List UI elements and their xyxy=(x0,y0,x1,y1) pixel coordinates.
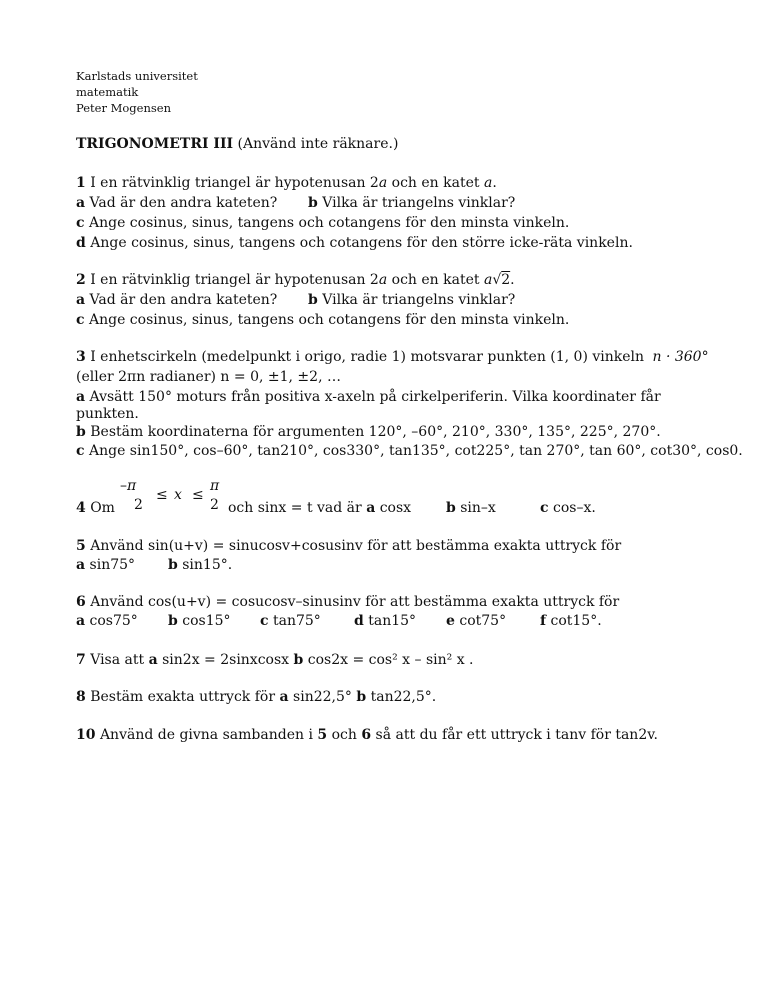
part-text: Ange cosinus, sinus, tangens och cotangens för den minsta vinkeln. xyxy=(88,312,570,328)
problem-number: 3 xyxy=(76,349,86,365)
problem-3-c xyxy=(76,443,743,459)
part-text: Vilka är triangelns vinklar? xyxy=(322,292,516,308)
part-text: tan75° xyxy=(272,613,321,629)
part-text: Ange cosinus, sinus, tangens och cotangens för den större icke-räta vinkeln. xyxy=(90,235,633,251)
part-text: cos2x = cos² x – sin² x . xyxy=(307,652,474,668)
part-text: tan15° xyxy=(368,613,417,629)
part-label: b xyxy=(446,500,456,516)
problem-1-d xyxy=(76,235,633,251)
text: och en katet xyxy=(387,175,484,191)
part-label: c xyxy=(76,443,85,459)
part-label: a xyxy=(76,557,86,573)
minus-sign: – xyxy=(120,478,127,494)
text: och xyxy=(331,727,357,743)
part-text: sin22,5° xyxy=(293,689,352,705)
page-title xyxy=(76,136,398,152)
part-text: cos75° xyxy=(89,613,138,629)
university-name: Karlstads universitet xyxy=(76,69,198,83)
variable: x xyxy=(174,487,182,503)
part-text: Ange cosinus, sinus, tangens och cotangens för den minsta vinkeln. xyxy=(88,215,570,231)
text: . xyxy=(492,175,497,191)
part-text: sin15°. xyxy=(182,557,233,573)
text: Använd de givna sambanden i xyxy=(99,727,313,743)
text: I en rätvinklig triangel är hypotenusan 2 xyxy=(90,175,379,191)
problem-7 xyxy=(76,652,474,668)
problem-reference: 5 xyxy=(317,727,328,743)
part-text: Vad är den andra kateten? xyxy=(89,195,278,211)
document-header xyxy=(76,68,198,116)
part-label: c xyxy=(260,613,269,629)
part-text: Ange sin150°, cos–60°, tan210°, cos330°, tan135°, cot225°, tan 270°, tan 60°, cot30°, cos0. xyxy=(88,443,743,459)
part-label: b xyxy=(76,424,86,440)
part-text: cot75° xyxy=(459,613,507,629)
text: (eller 2πn radianer) n = 0, ±1, ±2, … xyxy=(76,369,341,385)
part-label: a xyxy=(148,652,158,668)
variable: a xyxy=(378,175,388,191)
part-text: sin–x xyxy=(460,500,496,516)
problem-3-a-cont xyxy=(76,406,139,422)
part-label: c xyxy=(76,215,85,231)
problem-3-b xyxy=(76,424,661,440)
part-text: Bestäm koordinaterna för argumenten 120°, –60°, 210°, 330°, 135°, 225°, 270°. xyxy=(90,424,661,440)
part-label: b xyxy=(168,613,178,629)
part-label: a xyxy=(366,500,376,516)
part-text: cos15° xyxy=(182,613,231,629)
part-text: sin75° xyxy=(89,557,136,573)
problem-number: 8 xyxy=(76,689,86,705)
problem-2-ab xyxy=(76,292,516,308)
x-variable xyxy=(174,487,182,503)
problem-2-statement xyxy=(76,272,515,288)
text: Använd sin(u+v) = sinucosv+cosusinv för att bestämma exakta uttryck för xyxy=(90,538,622,554)
problem-2-c xyxy=(76,312,569,328)
title-heading: TRIGONOMETRI III xyxy=(76,136,234,152)
text: Visa att xyxy=(90,652,145,668)
part-text: cot15°. xyxy=(550,613,602,629)
text: Bestäm exakta uttryck för xyxy=(90,689,276,705)
problem-reference: 6 xyxy=(361,727,372,743)
part-label: a xyxy=(76,613,86,629)
problem-8 xyxy=(76,689,436,705)
problem-number: 10 xyxy=(76,727,96,743)
department-name: matematik xyxy=(76,85,139,99)
problem-6-statement xyxy=(76,594,619,610)
text: Använd cos(u+v) = cosucosv–sinusinv för att bestämma exakta uttryck för xyxy=(90,594,620,610)
variable: a xyxy=(483,175,493,191)
denominator: 2 xyxy=(210,497,219,513)
text: så att du får ett uttryck i tanv för tan2v. xyxy=(375,727,658,743)
part-text: Avsätt 150° moturs från positiva x-axeln på cirkelperiferin. Vilka koordinater får xyxy=(89,389,661,405)
problem-4-b xyxy=(446,500,496,516)
formula: n · 360° xyxy=(652,349,709,365)
denominator: 2 xyxy=(134,497,143,513)
problem-number: 1 xyxy=(76,175,86,191)
part-label: b xyxy=(168,557,178,573)
problem-number: 4 xyxy=(76,500,86,516)
variable: a xyxy=(483,272,493,288)
part-text: Vilka är triangelns vinklar? xyxy=(322,195,516,211)
part-label: d xyxy=(76,235,86,251)
problem-5-parts xyxy=(76,557,233,573)
part-label: b xyxy=(308,195,318,211)
problem-number: 2 xyxy=(76,272,86,288)
text: Om xyxy=(90,500,115,516)
part-text: cos–x. xyxy=(552,500,596,516)
text: I en rätvinklig triangel är hypotenusan 2 xyxy=(90,272,379,288)
problem-5-statement xyxy=(76,538,621,554)
pi-symbol: π xyxy=(210,478,220,494)
part-label: b xyxy=(356,689,367,705)
problem-4-rest xyxy=(228,500,411,516)
text: I enhetscirkeln (medelpunkt i origo, radie 1) motsvarar punkten (1, 0) vinkeln xyxy=(90,349,645,365)
problem-number: 5 xyxy=(76,538,86,554)
part-label: d xyxy=(354,613,364,629)
part-label: c xyxy=(76,312,85,328)
problem-1-ab xyxy=(76,195,516,211)
part-text: Vad är den andra kateten? xyxy=(89,292,278,308)
leq-sign: ≤ xyxy=(192,487,204,503)
problem-4-c xyxy=(540,500,596,516)
pi-symbol: π xyxy=(127,478,137,494)
part-text: sin2x = 2sinxcosx xyxy=(162,652,290,668)
problem-3-statement xyxy=(76,349,709,365)
part-label: e xyxy=(446,613,455,629)
problem-3-a xyxy=(76,389,661,405)
title-note: (Använd inte räknare.) xyxy=(237,136,399,152)
author-name: Peter Mogensen xyxy=(76,101,171,115)
part-label: a xyxy=(279,689,289,705)
problem-6-parts xyxy=(76,613,602,629)
part-label: f xyxy=(540,613,547,629)
part-text: punkten. xyxy=(76,406,139,422)
problem-3-line2 xyxy=(76,369,341,385)
part-text: cosx xyxy=(379,500,412,516)
sqrt-value: 2 xyxy=(501,272,511,288)
problem-1-statement xyxy=(76,175,497,191)
variable: a xyxy=(378,272,388,288)
text: och en katet xyxy=(387,272,484,288)
part-label: b xyxy=(308,292,318,308)
leq-sign: ≤ xyxy=(156,487,168,503)
problem-10 xyxy=(76,727,658,743)
part-label: a xyxy=(76,292,86,308)
problem-number: 7 xyxy=(76,652,86,668)
fraction-pi-over-2 xyxy=(210,478,219,494)
part-label: b xyxy=(293,652,304,668)
part-label: a xyxy=(76,389,86,405)
part-label: c xyxy=(540,500,549,516)
text: . xyxy=(510,272,515,288)
part-text: tan22,5°. xyxy=(370,689,437,705)
part-label: a xyxy=(76,195,86,211)
text: och sinx = t vad är xyxy=(228,500,362,516)
problem-1-c xyxy=(76,215,569,231)
sqrt-sign: √ xyxy=(492,272,502,288)
fraction-minus-pi-over-2 xyxy=(120,478,136,494)
problem-number: 6 xyxy=(76,594,86,610)
